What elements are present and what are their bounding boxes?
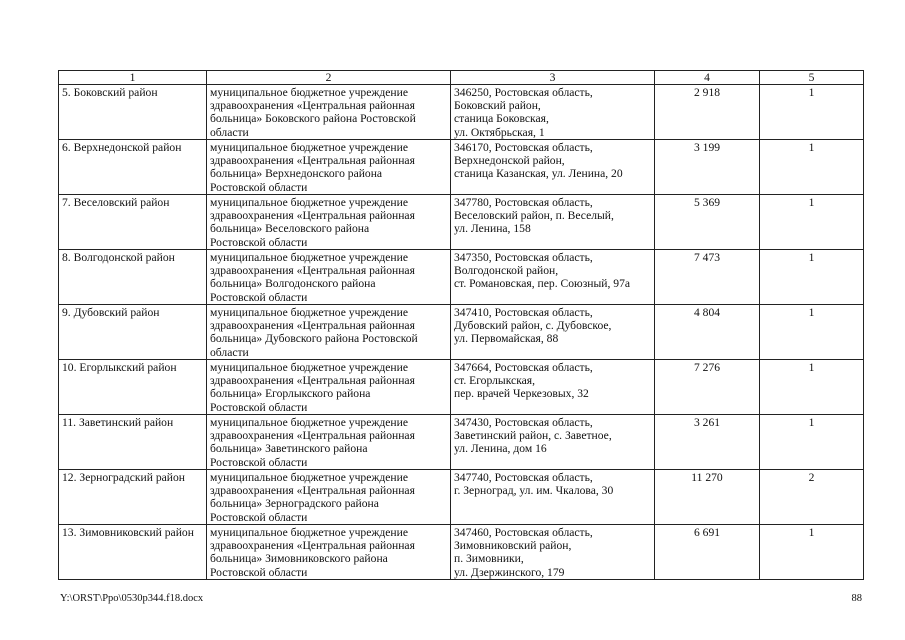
district-cell — [59, 195, 207, 250]
address-line: ул. Ленина, дом 16 — [454, 442, 547, 456]
value-cell: 7 473 — [655, 250, 760, 305]
address-cell — [451, 195, 655, 250]
institution-line: здравоохранения «Центральная районная — [210, 319, 415, 333]
institution-line: здравоохранения «Центральная районная — [210, 429, 415, 443]
institution-cell — [207, 250, 451, 305]
column-number-4: 4 — [655, 71, 760, 85]
institution-line: муниципальное бюджетное учреждение — [210, 196, 408, 209]
address-line: ул. Ленина, 158 — [454, 222, 531, 236]
address-line: 346250, Ростовская область, — [454, 86, 593, 99]
institution-line: здравоохранения «Центральная районная — [210, 484, 415, 498]
table-body — [59, 71, 864, 580]
address-line: 347780, Ростовская область, — [454, 196, 593, 209]
address-line: станица Казанская, ул. Ленина, 20 — [454, 167, 623, 181]
institution-line: муниципальное бюджетное учреждение — [210, 251, 408, 264]
district-name: 9. Дубовский район — [62, 306, 160, 319]
district-cell — [59, 85, 207, 140]
address-cell — [451, 525, 655, 580]
address-line: п. Зимовники, — [454, 552, 524, 566]
value-cell: 2 918 — [655, 85, 760, 140]
institution-line: области — [210, 125, 249, 139]
institution-cell — [207, 470, 451, 525]
address-cell — [451, 85, 655, 140]
page-number: 88 — [851, 593, 862, 604]
address-line: ул. Первомайская, 88 — [454, 332, 559, 346]
institution-line: здравоохранения «Центральная районная — [210, 374, 415, 388]
column-number-2: 2 — [207, 71, 451, 85]
institution-line: здравоохранения «Центральная районная — [210, 99, 415, 113]
district-name: 10. Егорлыкский район — [62, 361, 177, 374]
address-line: Верхнедонской район, — [454, 154, 565, 168]
address-cell — [451, 140, 655, 195]
address-line: станица Боковская, — [454, 112, 549, 126]
address-cell — [451, 305, 655, 360]
table-row — [59, 415, 864, 470]
district-cell — [59, 415, 207, 470]
value-cell: 3 199 — [655, 140, 760, 195]
address-line: ст. Егорлыкская, — [454, 374, 536, 388]
district-cell — [59, 140, 207, 195]
table-row — [59, 140, 864, 195]
value-cell: 11 270 — [655, 470, 760, 525]
address-line: пер. врачей Черкезовых, 32 — [454, 387, 589, 401]
institution-line: больница» Зимовниковского района — [210, 552, 388, 566]
value-cell: 5 369 — [655, 195, 760, 250]
institution-line: Ростовской области — [210, 510, 308, 524]
institution-line: муниципальное бюджетное учреждение — [210, 416, 408, 429]
address-cell — [451, 470, 655, 525]
address-line: 347740, Ростовская область, — [454, 471, 593, 484]
institution-cell — [207, 85, 451, 140]
value-cell: 7 276 — [655, 360, 760, 415]
district-cell — [59, 305, 207, 360]
address-line: ул. Октябрьская, 1 — [454, 125, 545, 139]
institution-line: больница» Дубовского района Ростовской — [210, 332, 418, 346]
institution-line: здравоохранения «Центральная районная — [210, 264, 415, 278]
count-cell: 1 — [760, 85, 864, 140]
institution-cell — [207, 360, 451, 415]
value-cell: 6 691 — [655, 525, 760, 580]
district-cell — [59, 360, 207, 415]
count-cell: 1 — [760, 250, 864, 305]
table-row — [59, 85, 864, 140]
institution-line: муниципальное бюджетное учреждение — [210, 361, 408, 374]
address-line: ул. Дзержинского, 179 — [454, 565, 565, 579]
address-line: 347410, Ростовская область, — [454, 306, 593, 319]
district-cell — [59, 250, 207, 305]
institution-line: Ростовской области — [210, 180, 308, 194]
count-cell: 1 — [760, 360, 864, 415]
address-cell — [451, 250, 655, 305]
column-number-row — [59, 71, 864, 85]
district-name: 6. Верхнедонской район — [62, 141, 182, 154]
institution-line: Ростовской области — [210, 400, 308, 414]
institution-line: больница» Егорлыкского района — [210, 387, 371, 401]
value-cell: 4 804 — [655, 305, 760, 360]
table-row — [59, 470, 864, 525]
table-row — [59, 360, 864, 415]
address-line: 347664, Ростовская область, — [454, 361, 593, 374]
address-line: г. Зерноград, ул. им. Чкалова, 30 — [454, 484, 614, 498]
address-line: 346170, Ростовская область, — [454, 141, 593, 154]
institution-line: здравоохранения «Центральная районная — [210, 209, 415, 223]
institution-line: Ростовской области — [210, 455, 308, 469]
district-cell — [59, 525, 207, 580]
address-line: Дубовский район, с. Дубовское, — [454, 319, 612, 333]
address-line: 347350, Ростовская область, — [454, 251, 593, 264]
institution-cell — [207, 195, 451, 250]
table-row — [59, 525, 864, 580]
institution-cell — [207, 525, 451, 580]
count-cell: 2 — [760, 470, 864, 525]
institution-line: Ростовской области — [210, 235, 308, 249]
address-line: 347460, Ростовская область, — [454, 526, 593, 539]
facility-table — [58, 70, 864, 580]
institution-line: муниципальное бюджетное учреждение — [210, 526, 408, 539]
institution-line: больница» Верхнедонского района — [210, 167, 383, 181]
institution-line: муниципальное бюджетное учреждение — [210, 471, 408, 484]
count-cell: 1 — [760, 140, 864, 195]
institution-line: области — [210, 345, 249, 359]
column-number-1: 1 — [59, 71, 207, 85]
count-cell: 1 — [760, 305, 864, 360]
table-row — [59, 305, 864, 360]
institution-cell — [207, 415, 451, 470]
table-row — [59, 195, 864, 250]
district-cell — [59, 470, 207, 525]
institution-line: здравоохранения «Центральная районная — [210, 539, 415, 553]
institution-line: муниципальное бюджетное учреждение — [210, 86, 408, 99]
institution-line: муниципальное бюджетное учреждение — [210, 141, 408, 154]
address-line: 347430, Ростовская область, — [454, 416, 593, 429]
institution-line: больница» Боковского района Ростовской — [210, 112, 416, 126]
institution-line: больница» Веселовского района — [210, 222, 370, 236]
count-cell: 1 — [760, 415, 864, 470]
address-cell — [451, 415, 655, 470]
institution-line: Ростовской области — [210, 565, 308, 579]
institution-cell — [207, 140, 451, 195]
institution-line: больница» Зерноградского района — [210, 497, 379, 511]
document-file-path: Y:\ORST\Ppo\0530p344.f18.docx — [60, 593, 204, 604]
institution-line: муниципальное бюджетное учреждение — [210, 306, 408, 319]
value-cell: 3 261 — [655, 415, 760, 470]
column-number-3: 3 — [451, 71, 655, 85]
address-line: Боковский район, — [454, 99, 541, 113]
table-row — [59, 250, 864, 305]
district-name: 11. Заветинский район — [62, 416, 174, 429]
institution-line: больница» Волгодонского района — [210, 277, 376, 291]
district-name: 13. Зимовниковский район — [62, 526, 194, 539]
column-number-5: 5 — [760, 71, 864, 85]
address-line: Волгодонской район, — [454, 264, 559, 278]
institution-line: больница» Заветинского района — [210, 442, 368, 456]
district-name: 7. Веселовский район — [62, 196, 170, 209]
district-name: 8. Волгодонской район — [62, 251, 175, 264]
institution-cell — [207, 305, 451, 360]
count-cell: 1 — [760, 525, 864, 580]
address-line: Зимовниковский район, — [454, 539, 572, 553]
district-name: 12. Зерноградский район — [62, 471, 185, 484]
address-line: Веселовский район, п. Веселый, — [454, 209, 614, 223]
count-cell: 1 — [760, 195, 864, 250]
institution-line: Ростовской области — [210, 290, 308, 304]
address-cell — [451, 360, 655, 415]
institution-line: здравоохранения «Центральная районная — [210, 154, 415, 168]
address-line: ст. Романовская, пер. Союзный, 97а — [454, 277, 631, 291]
address-line: Заветинский район, с. Заветное, — [454, 429, 612, 443]
district-name: 5. Боковский район — [62, 86, 158, 99]
